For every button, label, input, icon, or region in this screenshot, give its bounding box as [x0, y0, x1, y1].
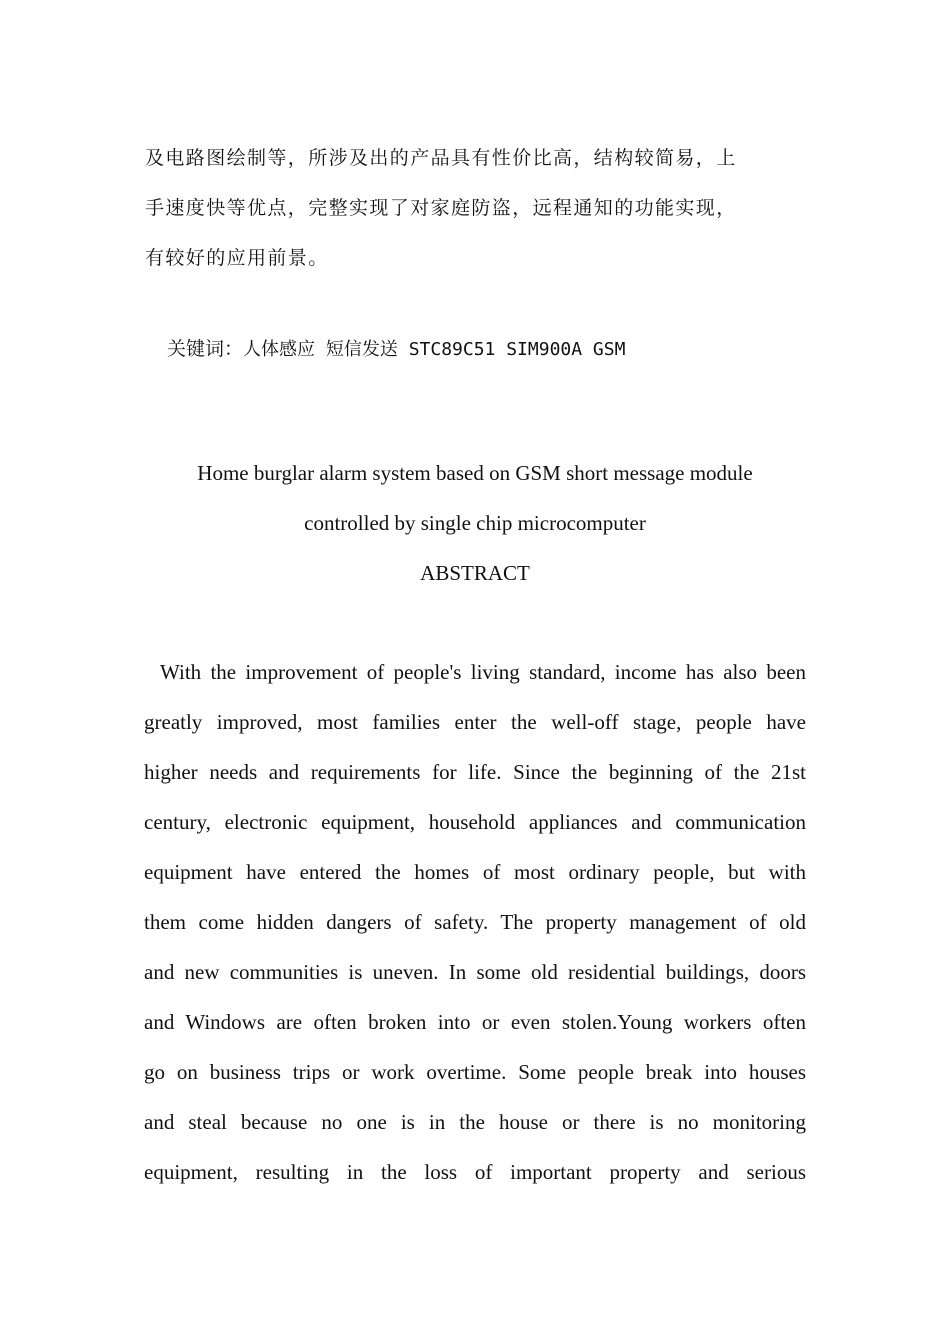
abstract-line: century, electronic equipment, household appliances and communication: [144, 810, 806, 834]
abstract-line: equipment, resulting in the loss of important property and serious: [144, 1160, 806, 1184]
abstract-heading: ABSTRACT: [420, 561, 530, 585]
abstract-body: [144, 647, 806, 1197]
abstract-line: greatly improved, most families enter the well-off stage, people have: [144, 710, 806, 734]
abstract-line: With the improvement of people's living standard, income has also been: [160, 660, 806, 684]
english-title: [0, 448, 950, 548]
abstract-line: and steal because no one is in the house or there is no monitoring: [144, 1110, 806, 1134]
keywords-label: 关键词：: [167, 338, 244, 360]
chinese-paragraph-line: 手速度快等优点，完整实现了对家庭防盗，远程通知的功能实现，: [145, 197, 737, 219]
keywords-values: 人体感应 短信发送 STC89C51 SIM900A GSM: [243, 339, 626, 360]
abstract-line: and Windows are often broken into or even stolen.Young workers often: [144, 1010, 806, 1034]
abstract-line: higher needs and requirements for life. Since the beginning of the 21st: [144, 760, 806, 784]
chinese-paragraph-line: 及电路图绘制等，所涉及出的产品具有性价比高，结构较简易，上: [145, 147, 737, 169]
abstract-line: and new communities is uneven. In some old residential buildings, doors: [144, 960, 806, 984]
chinese-paragraph-line: 有较好的应用前景。: [145, 247, 329, 269]
english-title-line-1: Home burglar alarm system based on GSM short message module: [197, 461, 753, 485]
abstract-line: them come hidden dangers of safety. The property management of old: [144, 910, 806, 934]
keywords-line: [167, 334, 625, 361]
abstract-line: go on business trips or work overtime. Some people break into houses: [144, 1060, 806, 1084]
chinese-paragraph: [145, 133, 807, 283]
abstract-line: equipment have entered the homes of most ordinary people, but with: [144, 860, 806, 884]
english-title-line-2: controlled by single chip microcomputer: [304, 511, 646, 535]
